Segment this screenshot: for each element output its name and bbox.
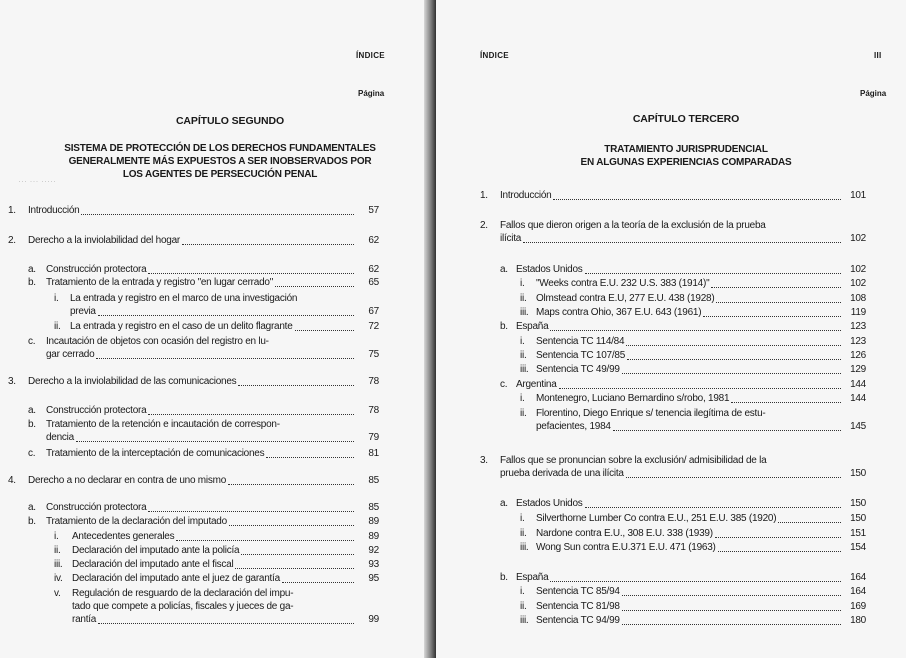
toc-entry <box>520 407 868 433</box>
toc-entry-text: La entrada y registro en el marco de una investigación <box>70 293 298 304</box>
toc-leader-dots <box>523 241 841 243</box>
toc-entry-number: b. <box>28 277 36 288</box>
toc-entry <box>520 335 868 348</box>
toc-entry-page: 72 <box>368 321 379 332</box>
toc-entry-number: ii. <box>520 408 527 419</box>
toc-entry-text: Wong Sun contra E.U.371 E.U. 471 (1963) <box>536 542 716 553</box>
toc-entry-page: 169 <box>850 601 866 612</box>
toc-entry-text: Fallos que dieron origen a la teoría de la exclusión de la prueba <box>500 220 766 231</box>
toc-entry-number: i. <box>520 513 525 524</box>
toc-entry <box>520 512 868 525</box>
toc-entry-page: 123 <box>850 336 866 347</box>
toc-entry-text: Declaración del imputado ante la policía <box>72 545 240 556</box>
toc-leader-dots <box>622 623 841 625</box>
toc-entry-number: b. <box>28 419 36 430</box>
toc-entry-text: España <box>516 572 549 583</box>
right-running-header: ÍNDICE <box>480 51 509 60</box>
toc-entry <box>480 219 868 245</box>
toc-entry-text: España <box>516 321 549 332</box>
toc-entry-number: a. <box>28 502 36 513</box>
toc-entry-number: c. <box>500 379 508 390</box>
toc-entry-page: 126 <box>850 350 866 361</box>
toc-entry <box>28 418 381 444</box>
toc-leader-dots <box>235 567 354 569</box>
toc-leader-dots <box>98 622 354 624</box>
toc-entry-page: 102 <box>850 278 866 289</box>
toc-leader-dots <box>627 358 841 360</box>
toc-entry-text: tado que compete a policías, fiscales y jueces de ga- <box>72 601 294 612</box>
toc-entry <box>28 335 381 361</box>
toc-entry-text: Sentencia TC 94/99 <box>536 615 620 626</box>
toc-entry-text: gar cerrado <box>46 349 95 360</box>
toc-entry-text: ilícita <box>500 233 522 244</box>
toc-leader-dots <box>626 476 841 478</box>
toc-entry <box>500 497 868 510</box>
toc-entry-number: b. <box>500 572 508 583</box>
toc-entry-text: Declaración del imputado ante el fiscal <box>72 559 234 570</box>
toc-entry-page: 180 <box>850 615 866 626</box>
toc-entry-text: rantía <box>72 614 97 625</box>
toc-entry-number: iii. <box>520 615 529 626</box>
toc-leader-dots <box>716 301 841 303</box>
toc-entry-page: 102 <box>850 233 866 244</box>
toc-entry-text: Maps contra Ohio, 367 E.U. 643 (1961) <box>536 307 702 318</box>
toc-entry-number: i. <box>54 531 59 542</box>
right-chapter-heading: CAPÍTULO TERCERO <box>632 113 740 125</box>
toc-entry-number: iv. <box>54 573 63 584</box>
toc-entry-text: pefacientes, 1984 <box>536 421 611 432</box>
toc-entry <box>520 363 868 376</box>
right-page-number: III <box>874 51 882 60</box>
toc-leader-dots <box>148 510 354 512</box>
toc-entry-number: c. <box>28 336 36 347</box>
toc-entry-page: 164 <box>850 572 866 583</box>
toc-entry-page: 150 <box>850 498 866 509</box>
toc-leader-dots <box>76 440 354 442</box>
toc-entry-text: La entrada y registro en el caso de un delito flagrante <box>70 321 293 332</box>
right-page-column-label: Página <box>860 89 887 98</box>
left-page-column-label: Página <box>358 89 385 98</box>
toc-entry <box>520 349 868 362</box>
toc-entry-text: Incautación de objetos con ocasión del registro en lu- <box>46 336 269 347</box>
toc-entry-page: 144 <box>850 393 866 404</box>
toc-entry-page: 89 <box>368 516 379 527</box>
toc-entry-number: ii. <box>520 293 527 304</box>
toc-entry <box>28 501 381 514</box>
toc-entry-number: a. <box>500 264 508 275</box>
toc-leader-dots <box>148 272 354 274</box>
toc-entry-number: i. <box>520 336 525 347</box>
toc-entry-page: 144 <box>850 379 866 390</box>
toc-leader-dots <box>98 314 354 316</box>
toc-entry <box>8 474 381 487</box>
toc-entry-page: 119 <box>850 307 866 318</box>
toc-leader-dots <box>238 384 354 386</box>
toc-entry-number: 4. <box>8 475 16 486</box>
toc-entry <box>520 306 868 319</box>
toc-entry-text: Sentencia TC 49/99 <box>536 364 620 375</box>
toc-entry-number: ii. <box>520 350 527 361</box>
toc-entry <box>54 558 381 571</box>
bleed-through-text: ··· ··· ····· <box>18 176 56 186</box>
toc-entry-number: c. <box>28 448 36 459</box>
toc-entry-number: b. <box>500 321 508 332</box>
toc-entry-number: a. <box>28 264 36 275</box>
left-title-line: LOS AGENTES DE PERSECUCIÓN PENAL <box>122 169 318 180</box>
toc-entry <box>8 375 381 388</box>
toc-entry-number: iii. <box>54 559 63 570</box>
toc-entry <box>54 572 381 585</box>
toc-entry-page: 154 <box>850 542 866 553</box>
right-title-line: TRATAMIENTO JURISPRUDENCIAL <box>604 144 768 155</box>
toc-entry-number: v. <box>54 588 61 599</box>
left-chapter-heading: CAPÍTULO SEGUNDO <box>175 115 285 127</box>
toc-entry-page: 62 <box>368 264 379 275</box>
toc-entry <box>28 263 381 276</box>
toc-entry-number: i. <box>520 278 525 289</box>
toc-entry-text: Silverthorne Lumber Co contra E.U., 251 E.U. 385 (1920) <box>536 513 777 524</box>
toc-entry-page: 145 <box>850 421 866 432</box>
toc-leader-dots <box>778 521 841 523</box>
toc-entry-number: ii. <box>54 545 61 556</box>
toc-entry-page: 150 <box>850 468 866 479</box>
toc-entry-page: 78 <box>368 376 379 387</box>
toc-entry <box>500 378 868 391</box>
toc-entry-text: Argentina <box>516 379 557 390</box>
toc-leader-dots <box>626 344 841 346</box>
toc-entry-number: 3. <box>8 376 16 387</box>
toc-leader-dots <box>241 553 354 555</box>
toc-entry <box>520 541 868 554</box>
toc-leader-dots <box>182 243 354 245</box>
toc-entry <box>520 392 868 405</box>
toc-entry <box>520 585 868 598</box>
left-running-header: ÍNDICE <box>356 51 385 60</box>
toc-entry <box>8 234 381 247</box>
toc-entry-page: 92 <box>368 545 379 556</box>
toc-entry <box>520 292 868 305</box>
toc-leader-dots <box>622 594 841 596</box>
toc-entry-page: 123 <box>850 321 866 332</box>
toc-entry-text: "Weeks contra E.U. 232 U.S. 383 (1914)" <box>536 278 710 289</box>
toc-entry-number: i. <box>520 393 525 404</box>
toc-entry <box>54 292 381 318</box>
toc-leader-dots <box>718 550 841 552</box>
toc-leader-dots <box>550 329 841 331</box>
toc-entry-text: Olmstead contra E.U, 277 E.U. 438 (1928) <box>536 293 715 304</box>
toc-entry <box>520 277 868 290</box>
toc-leader-dots <box>613 429 841 431</box>
toc-entry-text: Derecho a la inviolabilidad de las comunicaciones <box>28 376 237 387</box>
toc-leader-dots <box>81 213 354 215</box>
toc-entry-text: Introducción <box>500 190 552 201</box>
toc-leader-dots <box>266 456 354 458</box>
toc-entry-page: 95 <box>368 573 379 584</box>
toc-entry-text: previa <box>70 306 96 317</box>
right-page <box>436 0 906 658</box>
right-chapter-title <box>476 143 896 169</box>
toc-entry-text: Estados Unidos <box>516 264 583 275</box>
toc-entry-number: i. <box>520 586 525 597</box>
toc-leader-dots <box>715 536 841 538</box>
toc-entry-text: Regulación de resguardo de la declaración del impu- <box>72 588 294 599</box>
toc-leader-dots <box>711 286 841 288</box>
toc-entry-text: Sentencia TC 85/94 <box>536 586 620 597</box>
toc-entry-page: 164 <box>850 586 866 597</box>
toc-entry-page: 99 <box>368 614 379 625</box>
toc-entry-page: 81 <box>368 448 379 459</box>
toc-entry-page: 85 <box>368 475 379 486</box>
toc-leader-dots <box>585 272 841 274</box>
toc-leader-dots <box>731 401 841 403</box>
toc-entry-text: Construcción protectora <box>46 264 147 275</box>
toc-entry-text: Tratamiento de la retención e incautación de correspon- <box>46 419 280 430</box>
toc-entry <box>480 454 868 480</box>
toc-entry-number: i. <box>54 293 59 304</box>
toc-entry-number: iii. <box>520 364 529 375</box>
toc-entry <box>480 189 868 202</box>
left-title-line: SISTEMA DE PROTECCIÓN DE LOS DERECHOS FUNDAMENTALES <box>64 143 376 154</box>
toc-entry <box>54 320 381 333</box>
toc-entry-text: Sentencia TC 114/84 <box>536 336 625 347</box>
toc-entry-text: prueba derivada de una ilícita <box>500 468 624 479</box>
toc-entry-number: 3. <box>480 455 488 466</box>
toc-entry-text: dencia <box>46 432 74 443</box>
toc-leader-dots <box>176 539 354 541</box>
toc-entry-page: 75 <box>368 349 379 360</box>
toc-leader-dots <box>282 581 354 583</box>
toc-entry-number: a. <box>28 405 36 416</box>
toc-entry-page: 65 <box>368 277 379 288</box>
toc-entry-page: 85 <box>368 502 379 513</box>
toc-entry-page: 150 <box>850 513 866 524</box>
toc-entry-number: ii. <box>520 528 527 539</box>
toc-leader-dots <box>148 413 354 415</box>
toc-leader-dots <box>553 198 841 200</box>
toc-entry-text: Fallos que se pronuncian sobre la exclusión/ admisibilidad de la <box>500 455 767 466</box>
toc-entry-text: Tratamiento de la entrada y registro "en lugar cerrado" <box>46 277 273 288</box>
toc-entry-page: 89 <box>368 531 379 542</box>
toc-leader-dots <box>295 329 354 331</box>
toc-entry-number: 2. <box>8 235 16 246</box>
toc-entry <box>28 447 381 460</box>
right-title-line: EN ALGUNAS EXPERIENCIAS COMPARADAS <box>580 157 792 168</box>
toc-entry-number: ii. <box>520 601 527 612</box>
toc-leader-dots <box>228 483 354 485</box>
toc-entry-number: 1. <box>480 190 488 201</box>
left-title-line: GENERALMENTE MÁS EXPUESTOS A SER INOBSERVADOS POR <box>68 156 372 167</box>
toc-leader-dots <box>622 372 841 374</box>
toc-entry-page: 57 <box>368 205 379 216</box>
toc-leader-dots <box>703 315 841 317</box>
toc-entry-number: iii. <box>520 307 529 318</box>
toc-entry-number: ii. <box>54 321 61 332</box>
toc-entry-number: 1. <box>8 205 16 216</box>
toc-entry <box>8 204 381 217</box>
toc-entry-page: 151 <box>850 528 866 539</box>
toc-entry-page: 108 <box>850 293 866 304</box>
toc-entry <box>54 587 381 626</box>
toc-entry-text: Construcción protectora <box>46 405 147 416</box>
toc-entry-page: 78 <box>368 405 379 416</box>
toc-entry-page: 102 <box>850 264 866 275</box>
toc-entry-text: Construcción protectora <box>46 502 147 513</box>
toc-entry-text: Derecho a no declarar en contra de uno mismo <box>28 475 227 486</box>
toc-entry <box>520 614 868 627</box>
toc-entry <box>500 571 868 584</box>
toc-entry-text: Sentencia TC 107/85 <box>536 350 626 361</box>
toc-leader-dots <box>585 506 841 508</box>
toc-entry-page: 79 <box>368 432 379 443</box>
toc-entry-number: 2. <box>480 220 488 231</box>
toc-entry-text: Montenegro, Luciano Bernardino s/robo, 1981 <box>536 393 730 404</box>
toc-leader-dots <box>229 524 354 526</box>
toc-entry <box>54 530 381 543</box>
toc-entry-text: Declaración del imputado ante el juez de garantía <box>72 573 280 584</box>
left-page <box>0 0 430 658</box>
toc-entry-text: Nardone contra E.U., 308 E.U. 338 (1939) <box>536 528 713 539</box>
toc-entry <box>28 515 381 528</box>
toc-entry-text: Estados Unidos <box>516 498 583 509</box>
toc-entry <box>28 404 381 417</box>
toc-leader-dots <box>550 580 841 582</box>
toc-entry <box>500 320 868 333</box>
toc-entry-text: Sentencia TC 81/98 <box>536 601 620 612</box>
toc-entry-page: 129 <box>850 364 866 375</box>
toc-entry-number: a. <box>500 498 508 509</box>
toc-entry-text: Derecho a la inviolabilidad del hogar <box>28 235 180 246</box>
toc-leader-dots <box>622 609 841 611</box>
toc-entry <box>520 527 868 540</box>
toc-entry <box>500 263 868 276</box>
toc-entry-page: 62 <box>368 235 379 246</box>
toc-entry-number: b. <box>28 516 36 527</box>
toc-entry-text: Florentino, Diego Enrique s/ tenencia ilegítima de estu- <box>536 408 766 419</box>
toc-entry-text: Introducción <box>28 205 80 216</box>
toc-entry <box>28 276 381 289</box>
toc-entry-text: Tratamiento de la declaración del imputado <box>46 516 227 527</box>
toc-entry-page: 67 <box>368 306 379 317</box>
toc-leader-dots <box>559 387 841 389</box>
toc-entry <box>520 600 868 613</box>
left-chapter-title <box>10 142 430 181</box>
toc-entry <box>54 544 381 557</box>
toc-entry-page: 101 <box>850 190 866 201</box>
toc-entry-number: iii. <box>520 542 529 553</box>
toc-entry-text: Tratamiento de la interceptación de comunicaciones <box>46 448 265 459</box>
toc-entry-text: Antecedentes generales <box>72 531 175 542</box>
toc-entry-page: 93 <box>368 559 379 570</box>
toc-leader-dots <box>96 357 354 359</box>
toc-leader-dots <box>275 285 354 287</box>
